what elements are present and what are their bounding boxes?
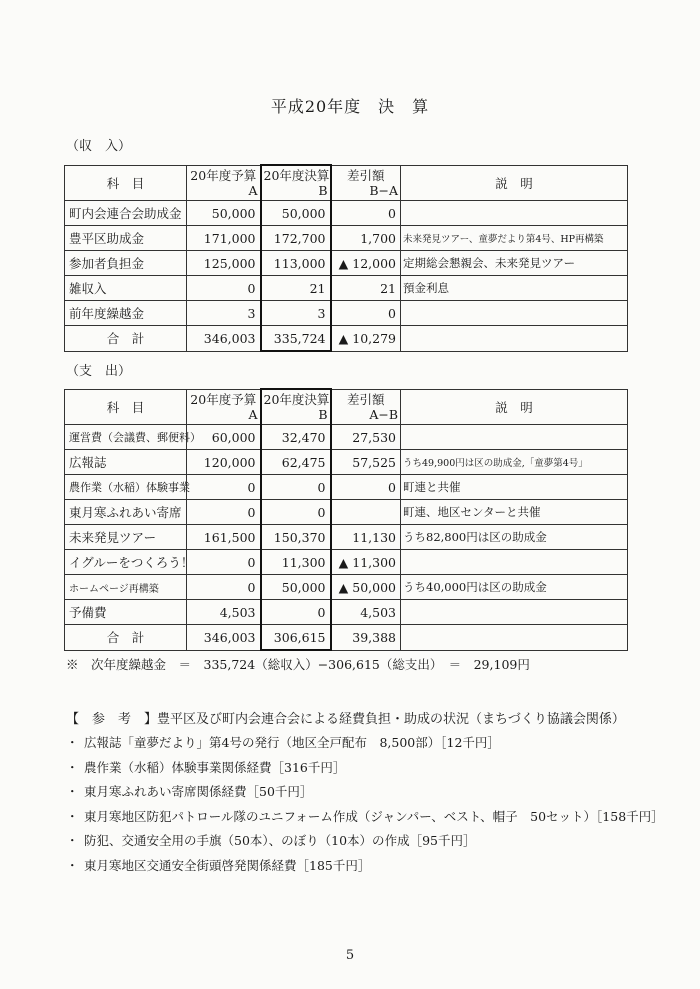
table-row [65, 301, 628, 326]
row-item: イグルーをつくろう！ [65, 550, 187, 575]
row-budget: 0 [187, 475, 261, 500]
row-actual: 62,475 [261, 450, 331, 475]
table-row [65, 201, 628, 226]
income-header-desc: 説 明 [401, 165, 628, 201]
income-header-diff-code: B−A [369, 182, 398, 198]
row-item: 参加者負担金 [65, 251, 187, 276]
row-actual: 3 [261, 301, 331, 326]
row-diff: 0 [331, 301, 401, 326]
reference-item-text: 農作業（水稲）体験事業関係経費［316千円］ [84, 759, 346, 775]
row-item: 東月寒ふれあい寄席 [65, 500, 187, 525]
expense-header-row [65, 389, 628, 425]
table-row [65, 450, 628, 475]
row-desc [401, 201, 628, 226]
list-item [66, 758, 664, 783]
bullet-icon: ・ [66, 735, 79, 750]
income-table [64, 164, 628, 352]
bullet-icon: ・ [66, 857, 79, 873]
expense-header-diff-label: 差引額 [346, 391, 385, 407]
income-header-diff [331, 165, 401, 201]
row-desc [401, 600, 628, 625]
row-desc: うち82,800円は区の助成金 [401, 525, 628, 550]
reference-item-text: 防犯、交通安全用の手旗（50本）、のぼり（10本）の作成［95千円］ [84, 833, 476, 848]
reference-heading: 【 参 考 】豊平区及び町内会連合会による経費負担・助成の状況（まちづくり協議会関係） [66, 712, 625, 727]
total-diff: 39,388 [331, 625, 401, 651]
row-actual: 0 [261, 600, 331, 625]
expense-header-budget [187, 389, 261, 425]
row-desc: 未来発見ツアー、童夢だより第4号、HP再構築 [401, 226, 628, 251]
row-budget: 0 [187, 550, 261, 575]
row-diff: 27,530 [331, 425, 401, 450]
row-actual: 0 [261, 500, 331, 525]
row-budget: 120,000 [187, 450, 261, 475]
row-budget: 3 [187, 301, 261, 326]
total-actual: 335,724 [261, 326, 331, 352]
total-actual: 306,615 [261, 625, 331, 651]
total-row [65, 326, 628, 352]
total-desc [401, 326, 628, 352]
row-actual: 50,000 [261, 575, 331, 600]
income-section-label: （収 入） [66, 139, 132, 154]
row-desc [401, 550, 628, 575]
expense-section-label: （支 出） [66, 364, 132, 379]
income-header-budget-label: 20年度予算 [190, 167, 257, 183]
row-actual: 32,470 [261, 425, 331, 450]
list-item [66, 807, 664, 832]
expense-header-item: 科 目 [65, 389, 187, 425]
bullet-icon: ・ [66, 784, 79, 799]
row-actual: 11,300 [261, 550, 331, 575]
row-diff: 21 [331, 276, 401, 301]
row-actual: 113,000 [261, 251, 331, 276]
reference-item-text: 東月寒地区交通安全街頭啓発関係経費［185千円］ [84, 857, 371, 873]
income-header-row [65, 165, 628, 201]
expense-header-budget-code: A [248, 406, 258, 422]
row-diff: ▲ 12,000 [331, 251, 401, 276]
income-header-actual-code: B [318, 183, 328, 198]
row-desc: うち49,900円は区の助成金,「童夢第4号」 [401, 450, 628, 475]
table-row [65, 425, 628, 450]
reference-item-text: 広報誌「童夢だより」第4号の発行（地区全戸配布 8,500部）［12千円］ [84, 735, 500, 750]
row-diff: 0 [331, 201, 401, 226]
list-item [66, 733, 664, 758]
row-diff: 57,525 [331, 450, 401, 475]
reference-item-text: 東月寒地区防犯パトロール隊のユニフォーム作成（ジャンパー、ベスト、帽子 50セット）［158千円］ [84, 808, 664, 824]
row-item: 広報誌 [65, 450, 187, 475]
row-item: 予備費 [65, 600, 187, 625]
expense-header-actual-label: 20年度決算 [263, 392, 330, 407]
row-desc: 町連と共催 [401, 475, 628, 500]
table-row [65, 276, 628, 301]
expense-header-actual-code: B [318, 407, 328, 422]
row-item: 雑収入 [65, 276, 187, 301]
page-number: 5 [345, 948, 355, 963]
row-budget: 50,000 [187, 201, 261, 226]
reference-list [66, 733, 664, 880]
row-desc [401, 301, 628, 326]
table-row [65, 550, 628, 575]
total-desc [401, 625, 628, 651]
row-item: ホームページ再構築 [65, 575, 187, 600]
total-diff: ▲ 10,279 [331, 326, 401, 352]
table-row [65, 575, 628, 600]
reference-item-text: 東月寒ふれあい寄席関係経費［50千円］ [84, 784, 313, 799]
row-diff [331, 500, 401, 525]
row-budget: 171,000 [187, 226, 261, 251]
row-budget: 60,000 [187, 425, 261, 450]
total-label: 合 計 [65, 326, 187, 352]
row-desc: 町連、地区センターと共催 [401, 500, 628, 525]
table-row [65, 226, 628, 251]
row-budget: 0 [187, 575, 261, 600]
carryover-note: ※ 次年度繰越金 ＝ 335,724（総収入）−306,615（総支出） ＝ 29,109円 [66, 657, 530, 672]
bullet-icon: ・ [66, 808, 79, 824]
row-diff: ▲ 50,000 [331, 575, 401, 600]
row-actual: 21 [261, 276, 331, 301]
expense-header-actual [261, 389, 331, 425]
row-actual: 0 [261, 475, 331, 500]
expense-header-desc: 説 明 [401, 389, 628, 425]
row-actual: 50,000 [261, 201, 331, 226]
income-header-item: 科 目 [65, 165, 187, 201]
row-item: 農作業（水稲）体験事業 [65, 475, 187, 500]
row-actual: 172,700 [261, 226, 331, 251]
row-item: 未来発見ツアー [65, 525, 187, 550]
table-row [65, 475, 628, 500]
row-budget: 0 [187, 500, 261, 525]
row-desc: 定期総会懇親会、未来発見ツアー [401, 251, 628, 276]
row-item: 町内会連合会助成金 [65, 201, 187, 226]
row-diff: 11,130 [331, 525, 401, 550]
total-budget: 346,003 [187, 625, 261, 651]
income-header-budget [187, 165, 261, 201]
row-diff: ▲ 11,300 [331, 550, 401, 575]
expense-header-diff-code: A−B [369, 406, 398, 422]
income-header-budget-code: A [248, 182, 258, 198]
row-item: 豊平区助成金 [65, 226, 187, 251]
bullet-icon: ・ [66, 759, 79, 775]
row-item: 前年度繰越金 [65, 301, 187, 326]
table-row [65, 251, 628, 276]
row-desc [401, 425, 628, 450]
total-budget: 346,003 [187, 326, 261, 352]
row-actual: 150,370 [261, 525, 331, 550]
income-header-diff-label: 差引額 [346, 167, 385, 183]
row-diff: 4,503 [331, 600, 401, 625]
expense-table [64, 388, 628, 651]
expense-header-budget-label: 20年度予算 [190, 391, 257, 407]
row-diff: 0 [331, 475, 401, 500]
row-budget: 161,500 [187, 525, 261, 550]
income-header-actual [261, 165, 331, 201]
table-row [65, 525, 628, 550]
row-budget: 125,000 [187, 251, 261, 276]
total-label: 合 計 [65, 625, 187, 651]
row-budget: 4,503 [187, 600, 261, 625]
income-header-actual-label: 20年度決算 [263, 168, 330, 183]
row-desc: うち40,000円は区の助成金 [401, 575, 628, 600]
list-item [66, 831, 664, 856]
row-budget: 0 [187, 276, 261, 301]
total-row [65, 625, 628, 651]
row-item: 運営費（会議費、郵便料） [65, 425, 187, 450]
row-diff: 1,700 [331, 226, 401, 251]
table-row [65, 500, 628, 525]
page-title: 平成20年度 決 算 [270, 97, 430, 116]
list-item [66, 856, 664, 881]
bullet-icon: ・ [66, 833, 79, 848]
list-item [66, 782, 664, 807]
expense-header-diff [331, 389, 401, 425]
row-desc: 預金利息 [401, 276, 628, 301]
table-row [65, 600, 628, 625]
